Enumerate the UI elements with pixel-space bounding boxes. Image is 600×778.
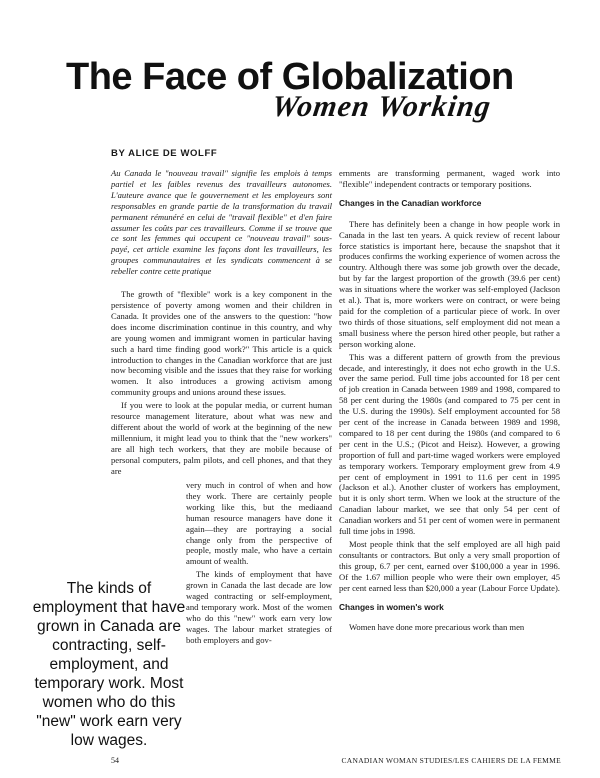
lower-left-column	[186, 480, 332, 648]
body-paragraph: ernments are transforming permanent, waged work into "flexible" independent contracts or temporary positions.	[339, 168, 560, 189]
body-paragraph: There has definitely been a change in how people work in Canada in the last ten years. A quick review of recent labour force statistics is important here, because the snapshot that it produces confirms the working experience of women across the country. Although there was some job growth over the decade, but by far the largest proportion of the growth (39.6 per cent) was in situations where the worker was self-employed (Jackson et al.). That is, more workers were on contract, or were being paid for the completion of a particular piece of work. In over two thirds of those situations, self employment did not mean a small business where the person hired other people, but rather a person working alone.	[339, 218, 560, 349]
body-paragraph: The kinds of employment that have grown in Canada the last decade are low waged contracting or self-employment, and temporary work. Most of the women who do this "new" work earn very low wages. The labour market strategies of both employers and gov-	[186, 569, 332, 645]
left-column	[111, 168, 332, 478]
body-paragraph: The growth of "flexible" work is a key component in the persistence of poverty among women and their children in Canada. It provides one of the answers to the question: "how does income discrimination continue in this country, and why are young women and immigrant women in particular having such a hard time finding good work?" This article is a quick introduction to changes in the Canadian workforce that are just now becoming visible and the issues that they raise for working women. It also introduces a growing activism among community groups and unions around these issues.	[111, 289, 332, 398]
body-paragraph: If you were to look at the popular media, or current human resource management literature, about what was new and different about the world of work at the beginning of the new millennium, it might lead you to think that the "new workers" are all high tech workers, that they are mobile because of personal computers, palm pilots, and cell phones, and that they are	[111, 400, 332, 476]
body-paragraph: Most people think that the self employed are all high paid consultants or contractors. But only a very small proportion of this group, 6.7 per cent, earned over $100,000 a year in 1996. Of the 1.67 million people who were their own employer, 45 per cent earned less than $20,000 a year (Labour Force Update).	[339, 539, 560, 593]
byline: BY ALICE DE WOLFF	[111, 148, 218, 159]
journal-title: CANADIAN WOMAN STUDIES/LES CAHIERS DE LA FEMME	[341, 756, 561, 765]
body-paragraph: This was a different pattern of growth from the previous decade, and interestingly, it does not echo growth in the U.S. over the same period. Full time jobs accounted for 18 per cent of job creation in Canada between 1989 and 1998, compared to 58 per cent during the 1980s (and compared to 75 per cent in the U.S. during the 1990s). Self employment accounted for 58 per cent of the increase in Canada between 1989 and 1998, compared to 18 per cent during the 1980s (and compared to 6 per cent in the U.S.; (Picot and Heisz). However, a growing proportion of full and part-time waged workers were employed as temporary workers. Temporary employment grew from 4.9 per cent of employment in 1991 to 11.6 per cent in 1995 (Jackson et al.). Another cluster of workers has employment, but it is only short term. When we look at the structure of the Canadian labour market, we see that only 54 per cent of Canadian workers and 51 per cent of women were in permanent full time jobs in 1998.	[339, 351, 560, 537]
page-title: The Face of Globalization	[66, 56, 514, 98]
right-column	[339, 168, 560, 635]
section-heading: Changes in the Canadian workforce	[339, 197, 482, 208]
section-heading: Changes in women's work	[339, 601, 444, 612]
page-subtitle: Women Working	[269, 90, 494, 123]
body-paragraph: very much in control of when and how they work. There are certainly people working like this, but the mediaand human resource managers have done it again—they are portraying a social change only from the perspective of people, mostly male, who have a certain amount of wealth.	[186, 480, 332, 567]
body-paragraph: Women have done more precarious work than men	[349, 622, 525, 633]
french-abstract: Au Canada le "nouveau travail" signifie les emplois à temps partiel et les faibles revenus des travailleurs autonomes. L'auteure avance que le gouvernement et les employeurs sont responsables en grande partie de la transformation du travail permanent rémunéré en celui de "travail flexible" et d'en faire assumer les coûts par ces travailleurs. Comme il se trouve que ce sont les femmes qui occupent ce "nouveau travail" sous-payé, cet article examine les façons dont les travailleurs, les groupes communautaires et les syndicats commencent à se rebeller contre cette pratique	[111, 168, 332, 277]
pull-quote: The kinds of employment that have grown in Canada are contracting, self-employment, and temporary work. Most women who do this "new" work earn very low wages.	[32, 580, 186, 749]
page-number: 54	[111, 756, 119, 765]
